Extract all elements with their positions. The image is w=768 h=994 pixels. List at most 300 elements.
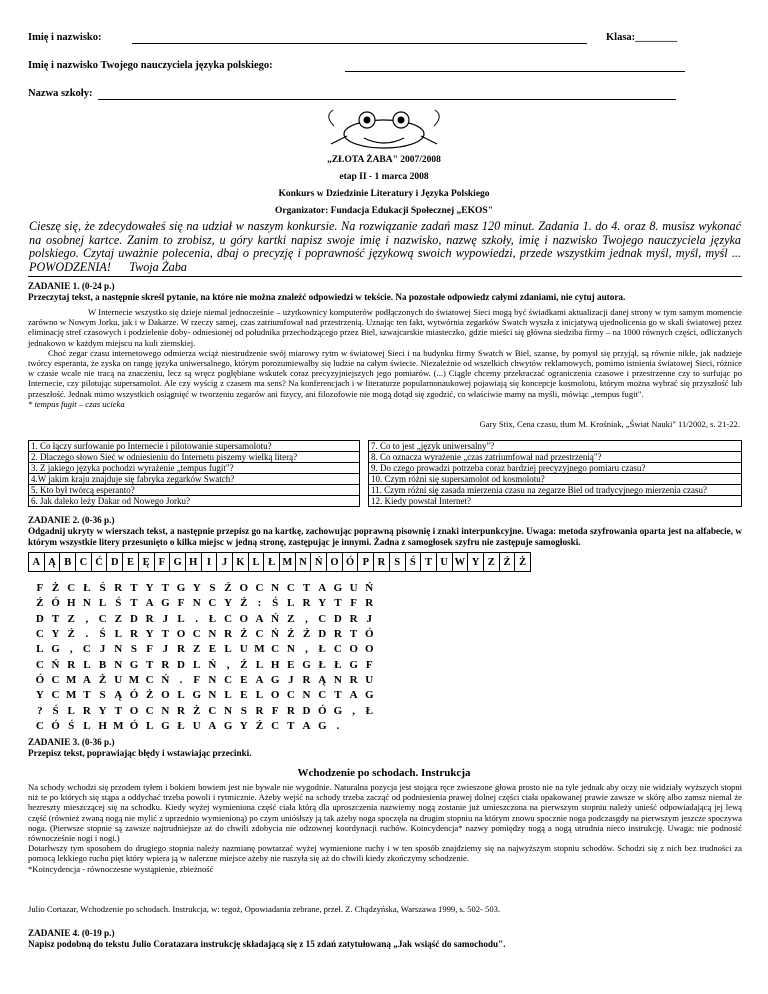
cipher-cell: C	[208, 704, 217, 717]
cipher-cell: A	[255, 612, 264, 625]
alphabet-cell: T	[421, 553, 437, 572]
question-2[interactable]: 2. Dlaczego słowo Sieć w odniesieniu do Internetu piszemy wielką literą?	[29, 452, 360, 463]
cipher-cell: O	[239, 582, 249, 595]
cipher-cell: T	[145, 658, 154, 671]
intro-text	[29, 220, 741, 274]
cipher-cell: C	[255, 582, 264, 595]
cipher-cell: T	[130, 582, 138, 595]
cipher-cell: O	[176, 628, 186, 641]
cipher-cell: N	[208, 673, 217, 686]
cipher-cell: U	[365, 673, 374, 686]
teacher-field-line[interactable]	[345, 71, 685, 72]
cipher-cell: U	[192, 719, 201, 732]
cipher-cell: C	[98, 612, 107, 625]
cipher-cell: L	[145, 719, 154, 732]
cipher-cell: T	[114, 704, 122, 717]
school-field-line[interactable]	[98, 99, 676, 100]
cipher-cell: Ń	[51, 658, 60, 671]
cipher-cell: C	[318, 612, 327, 625]
task1-footnote: * tempus fugit – czas ucieka	[28, 398, 125, 409]
task1-title: ZADANIE 1. (0-24 p.)	[28, 281, 115, 291]
alphabet-cell: Ć	[91, 553, 107, 572]
cipher-cell: .	[179, 673, 183, 686]
cipher-cell: Y	[224, 597, 233, 610]
alphabet-cell: Ł	[264, 553, 280, 572]
alphabet-cell: A	[29, 553, 45, 572]
cipher-cell: Y	[145, 628, 154, 641]
cipher-row	[32, 688, 377, 703]
cipher-cell: A	[255, 673, 264, 686]
cipher-cell: D	[35, 612, 44, 625]
alphabet-cell: J	[217, 553, 233, 572]
intro-divider	[28, 276, 742, 277]
cipher-cell: G	[333, 582, 343, 595]
cipher-cell: D	[318, 628, 327, 641]
frog-logo	[319, 106, 449, 151]
cipher-cell: ?	[37, 704, 43, 717]
cipher-cell: Ś	[115, 597, 122, 610]
alphabet-cell: P	[358, 553, 374, 572]
alphabet-cell: C	[76, 553, 92, 572]
alphabet-cell: E	[123, 553, 139, 572]
alphabet-cell: S	[389, 553, 405, 572]
alphabet-cell: G	[170, 553, 186, 572]
cipher-grid	[32, 581, 377, 734]
cipher-cell: Ś	[68, 719, 75, 732]
cipher-cell: E	[287, 658, 295, 671]
cipher-cell: Ź	[255, 719, 264, 732]
cipher-cell: N	[208, 689, 217, 702]
cipher-cell: ,	[305, 643, 308, 656]
cipher-cell: G	[51, 643, 60, 656]
cipher-cell: Ó	[35, 673, 45, 686]
cipher-cell: Y	[51, 628, 60, 641]
cipher-cell: T	[161, 628, 170, 641]
cipher-cell: N	[286, 643, 295, 656]
cipher-cell: G	[365, 689, 374, 702]
cipher-cell: Ó	[51, 597, 60, 610]
cipher-cell: G	[161, 597, 170, 610]
cipher-cell: A	[145, 597, 154, 610]
task3-paragraph: Na schody wchodzi się przodem tyłem i bokiem bowiem jest nie bywale nie wygodnie. Naturalna pozycja jest stojąca ręce zwieszone głowa prosto nie na tyle jednak aby oczy nie widziały wyższych stopni niż te po których się stąpa a oddychać trzeba powoli i rytmicznie. Ażeby wejść na schody trzeba zacząć od podniesienia prawej dolnej części ciała opakowanej prawie zawsze w skórę albo zamsz niemal że bezreszty mieszczącej się na schodku. Kiedy wyżej wymieniona część ciała którą dla uproszczenia nazwiemy nogą zostanie już umieszczona na pierwszym stopniu należy unieść odpowiadającą jej lewą część (również zwaną nogą nie mylić z uprzednio wymienioną) po czym uniósłszy ją tak ażeby noga spoczęła na drugim stopniu na którym znowu spocznie noga podczasgdy na pierwszym jeszcze spoczywa noga. (Pierwsze stopnie są zawsze najtrudniejsze aż do chwili zdobycia nie odzownej koordynacji ruchów. Koincydencja* nazwy pomiędzy nogą a nogą utrudnia nieco instrukcję. Uwaga: nie podnosić równocześnie nogi i nogi.)	[28, 782, 742, 844]
cipher-cell: N	[208, 628, 217, 641]
cipher-cell	[361, 719, 377, 734]
cipher-cell: ,	[85, 612, 89, 625]
cipher-cell: Ś	[99, 582, 106, 595]
cipher-row	[32, 642, 377, 657]
alphabet-cell: Ź	[499, 553, 515, 572]
cipher-cell: L	[98, 597, 107, 610]
cipher-cell: G	[302, 658, 311, 671]
cipher-cell: D	[302, 704, 311, 717]
cipher-cell: T	[334, 689, 342, 702]
cipher-cell: C	[271, 719, 280, 732]
cipher-cell: S	[209, 582, 216, 595]
cipher-cell: F	[271, 704, 279, 717]
cipher-cell: ,	[226, 658, 230, 671]
cipher-cell: R	[161, 658, 170, 671]
cipher-cell: T	[302, 582, 311, 595]
task2-title: ZADANIE 2. (0-36 p.)	[28, 515, 115, 525]
cipher-cell: S	[130, 643, 138, 656]
cipher-cell: Y	[239, 719, 248, 732]
cipher-cell: J	[162, 612, 169, 625]
cipher-cell: Ż	[193, 704, 201, 717]
task1-source: Gary Stix, Cena czasu, tłum M. Krośniak, „Świat Nauki" 11/2002, s. 21-22.	[479, 419, 740, 429]
cipher-cell: R	[177, 704, 185, 717]
cipher-cell: Y	[192, 582, 201, 595]
cipher-cell: T	[349, 628, 358, 641]
cipher-cell: C	[51, 689, 60, 702]
cipher-cell: Ź	[302, 628, 311, 641]
cipher-cell: A	[208, 719, 217, 732]
cipher-cell: Ł	[365, 704, 373, 717]
cipher-cell: Ł	[83, 582, 91, 595]
cipher-cell: J	[99, 643, 106, 656]
cipher-cell: Z	[193, 643, 201, 656]
cipher-cell: O	[129, 704, 139, 717]
alphabet-cell: Ń	[311, 553, 327, 572]
cipher-cell: L	[224, 689, 232, 702]
cipher-cell: Z	[67, 612, 75, 625]
cipher-cell: R	[302, 673, 311, 686]
cipher-cell: Ó	[317, 704, 327, 717]
task3-title: ZADANIE 3. (0-36 p.)	[28, 737, 115, 747]
cipher-row	[32, 719, 377, 734]
cipher-cell: J	[288, 673, 294, 686]
cipher-cell: .	[85, 628, 89, 641]
cipher-cell: Ó	[129, 719, 139, 732]
cipher-cell: Ń	[161, 673, 170, 686]
alphabet-cell: N	[295, 553, 311, 572]
cipher-cell: Ż	[98, 673, 107, 686]
cipher-cell: N	[271, 582, 280, 595]
cipher-cell: E	[240, 689, 248, 702]
cipher-cell: Y	[145, 582, 154, 595]
cipher-cell: Ś	[272, 597, 279, 610]
question-1[interactable]: 1. Co łączy surfowanie po Internecie i pilotowanie supersamolotu?	[29, 441, 360, 452]
alphabet-cell: D	[107, 553, 123, 572]
cipher-cell: E	[208, 643, 217, 656]
question-5[interactable]: 5. Kto był twórcą esperanto?	[29, 485, 360, 496]
cipher-cell: O	[365, 643, 374, 656]
alphabet-cell: W	[452, 553, 468, 572]
cipher-cell: R	[349, 612, 358, 625]
cipher-cell: Ź	[224, 582, 232, 595]
cipher-cell: A	[302, 719, 311, 732]
cipher-row	[32, 657, 377, 672]
cipher-cell: Ł	[177, 719, 185, 732]
task2-instruction: Odgadnij ukryty w wierszach tekst, a następnie przepisz go na kartkę, zachowując poprawną pisownię i znaki interpunkcyjne. Uwaga: metoda szyfrowania oparta jest na alfabecie, w którym wszystkie litery przesunięto o kilka miejsc w jedną stronę, zastępując je innymi. Żadna z samogłosek szyfru nie zastępuje samogłoski.	[28, 526, 742, 547]
cipher-cell: L	[36, 643, 44, 656]
cipher-cell: A	[318, 582, 327, 595]
alphabet-cell: K	[232, 553, 248, 572]
name-field-line[interactable]	[132, 43, 587, 44]
task1-instruction: Przeczytaj tekst, a następnie skreśl pytanie, na które nie można znaleźć odpowiedzi w tekście. Na pozostałe odpowiedz całymi zdaniami, nie cytuj autora.	[28, 292, 626, 302]
task3-paragraph-2: Dotarłwszy tym sposobem do drugiego stopnia należy nazmianę powtarzać wyżej wymienione ruchy i w ten sposób znajdziemy się na najwyższym stopniu schodów. Schodzi się z nich bez trudności za pomocą lekkiego ruchu pięt który wpiera ją w nalerzne miejsce ażeby nie ruszyła się aż do chwili kiedy zkończymy schodzenie.	[28, 843, 742, 864]
cipher-cell: D	[129, 612, 138, 625]
cipher-row	[32, 703, 377, 718]
task3-footnote: *Koincydencja - równoczesne wystąpienie, zbieżność	[28, 863, 214, 874]
cipher-cell: J	[366, 612, 373, 625]
question-7[interactable]: 7. Co to jest „język uniwersalny"?	[369, 441, 742, 452]
cipher-cell: L	[193, 658, 201, 671]
cipher-cell: Ł	[334, 658, 342, 671]
cipher-cell: B	[98, 658, 107, 671]
cipher-cell: ,	[305, 612, 308, 625]
cipher-cell: C	[224, 673, 233, 686]
cipher-cell: G	[270, 673, 280, 686]
alphabet-cell: Z	[483, 553, 499, 572]
question-4[interactable]: 4.W jakim kraju znajduje się fabryka zegarków Swatch?	[29, 474, 360, 485]
cipher-cell: Ń	[365, 582, 374, 595]
cipher-cell: F	[36, 582, 44, 595]
alphabet-cell: R	[374, 553, 390, 572]
cipher-cell: L	[224, 643, 232, 656]
cipher-cell	[346, 719, 362, 734]
cipher-cell: L	[255, 658, 264, 671]
alphabet-cell: M	[280, 553, 296, 572]
task3-text	[28, 782, 742, 874]
contest-stage: etap II - 1 marca 2008	[339, 172, 429, 182]
cipher-cell: Y	[35, 689, 44, 702]
cipher-cell: C	[35, 658, 44, 671]
task1-text	[28, 307, 742, 409]
cipher-cell: R	[177, 643, 185, 656]
cipher-cell: L	[255, 689, 264, 702]
cipher-cell: G	[349, 658, 358, 671]
cipher-cell: C	[145, 704, 154, 717]
intro-sign: POWODZENIA! Twoja Żaba	[29, 259, 187, 274]
cipher-cell: G	[192, 689, 201, 702]
cipher-cell: T	[83, 689, 91, 702]
cipher-cell: D	[333, 612, 342, 625]
cipher-row	[32, 581, 377, 596]
cipher-cell: M	[128, 673, 140, 686]
cipher-cell: C	[286, 689, 295, 702]
cipher-cell: F	[350, 597, 357, 610]
task3-text-title: Wchodzenie po schodach. Instrukcja	[297, 767, 471, 779]
task4-title: ZADANIE 4. (0-19 p.)	[28, 928, 115, 938]
cipher-cell: R	[114, 582, 123, 595]
cipher-cell: Ś	[52, 704, 59, 717]
cipher-cell: C	[51, 673, 60, 686]
cipher-cell: J	[162, 643, 169, 656]
cipher-cell: G	[176, 582, 186, 595]
cipher-cell: C	[271, 643, 280, 656]
cipher-cell: G	[223, 719, 233, 732]
cipher-cell: S	[99, 689, 106, 702]
cipher-cell: N	[161, 704, 170, 717]
cipher-cell: D	[177, 658, 185, 671]
cipher-cell: R	[255, 704, 264, 717]
cipher-cell: C	[208, 597, 217, 610]
cipher-cell: U	[349, 582, 358, 595]
cipher-cell: C	[82, 643, 91, 656]
cipher-cell: Ń	[271, 628, 280, 641]
teacher-label: Imię i nazwisko Twojego nauczyciela języka polskiego:	[28, 60, 273, 71]
cipher-cell: L	[287, 597, 295, 610]
cipher-cell: C	[224, 612, 233, 625]
cipher-cell: C	[318, 689, 327, 702]
cipher-cell: Z	[287, 612, 295, 625]
question-8[interactable]: 8. Co oznacza wyrażenie „czas zatriumfował nad przestrzenią"?	[369, 452, 742, 463]
cipher-cell: T	[161, 582, 170, 595]
cipher-cell: C	[35, 719, 44, 732]
cipher-cell: N	[333, 673, 342, 686]
cipher-row	[32, 612, 377, 627]
cipher-cell: E	[240, 673, 248, 686]
cipher-cell: Ś	[99, 628, 106, 641]
alphabet-cell: Ś	[405, 553, 421, 572]
cipher-cell: Ó	[129, 689, 139, 702]
cipher-cell: R	[82, 704, 91, 717]
cipher-cell: C	[192, 628, 201, 641]
cipher-cell: .	[195, 612, 199, 625]
cipher-cell: Y	[318, 597, 327, 610]
contest-title: „ZŁOTA ŻABA" 2007/2008	[327, 155, 441, 165]
class-label[interactable]: Klasa:________	[606, 32, 678, 43]
cipher-cell: S	[240, 704, 247, 717]
alphabet-cell: B	[60, 553, 76, 572]
cipher-cell: H	[98, 719, 107, 732]
cipher-cell: ,	[69, 643, 73, 656]
cipher-cell: R	[302, 597, 311, 610]
cipher-cell: Ó	[51, 719, 60, 732]
cipher-cell: L	[83, 658, 91, 671]
cipher-cell: C	[35, 628, 44, 641]
cipher-cell: G	[161, 719, 170, 732]
cipher-cell: C	[333, 643, 342, 656]
cipher-cell: L	[114, 628, 122, 641]
cipher-cell: N	[192, 597, 201, 610]
cipher-cell: N	[224, 704, 233, 717]
alphabet-cell: Ą	[44, 553, 60, 572]
question-11[interactable]: 11. Czym różni się zasada mierzenia czasu na zegarze Biel od tradycyjnego mierzenia czasu?	[369, 485, 742, 496]
intro-body: Cieszę się, że zdecydowałeś się na udział w naszym konkursie. Na rozwiązanie zadań masz 120 minut. Zadania 1. do 4. oraz 8. musisz wykonać na osobnej kartce. Zanim to zrobisz, u góry kartki napisz swoje imię i nazwisko, nazwę szkoły, imię i nazwisko Twojego nauczyciela języka polskiego. Czytaj uważnie polecenia, dbaj o precyzję i poprawność językową swoich wypowiedzi, przede wszystkim jednak myśl, myśl, myśl ...	[29, 219, 741, 261]
cipher-cell: C	[67, 582, 76, 595]
alphabet-cell: Y	[468, 553, 484, 572]
cipher-cell: H	[270, 658, 280, 671]
cipher-cell: R	[224, 628, 233, 641]
cipher-cell: Ź	[240, 658, 248, 671]
cipher-cell: T	[130, 597, 138, 610]
cipher-cell: Ż	[145, 689, 154, 702]
question-12[interactable]: 12. Kiedy powstał Internet?	[369, 496, 742, 507]
cipher-cell: M	[254, 643, 265, 656]
cipher-cell: R	[286, 704, 295, 717]
cipher-cell: F	[146, 643, 154, 656]
alphabet-cell: I	[201, 553, 217, 572]
cipher-cell: F	[365, 658, 373, 671]
cipher-cell: T	[51, 612, 60, 625]
task3-instruction: Przepisz tekst, poprawiając błędy i wstawiając przecinki.	[28, 748, 252, 758]
question-6[interactable]: 6. Jak daleko leży Dakar od Nowego Jorku?	[29, 496, 360, 507]
cipher-cell: M	[66, 689, 77, 702]
cipher-cell: G	[333, 704, 343, 717]
cipher-cell: Ł	[318, 658, 326, 671]
cipher-cell: ,	[352, 704, 355, 717]
cipher-cell: N	[114, 658, 123, 671]
school-label: Nazwa szkoły:	[28, 88, 93, 99]
alphabet-cell: Ę	[138, 553, 154, 572]
cipher-cell: H	[66, 597, 76, 610]
cipher-row	[32, 627, 377, 642]
question-3[interactable]: 3. Z jakiego języka pochodzi wyrażenie „tempus fugit"?	[29, 463, 360, 474]
cipher-cell: Ó	[365, 628, 374, 641]
cipher-cell: G	[317, 719, 327, 732]
cipher-cell: L	[177, 689, 185, 702]
name-label: Imię i nazwisko:	[28, 32, 102, 43]
cipher-cell: Ź	[67, 628, 75, 641]
cipher-cell: Ń	[271, 612, 280, 625]
cipher-cell: O	[161, 689, 170, 702]
cipher-cell: R	[349, 673, 358, 686]
alphabet-cell: O	[327, 553, 343, 572]
cipher-cell: M	[66, 673, 77, 686]
question-9[interactable]: 9. Do czego prowadzi potrzeba coraz bardziej precyzyjnego pomiaru czasu?	[369, 463, 742, 474]
cipher-cell: M	[113, 719, 124, 732]
cipher-cell: Ź	[240, 597, 248, 610]
cipher-row	[32, 596, 377, 611]
cipher-cell: G	[129, 658, 139, 671]
cipher-cell: R	[129, 628, 138, 641]
alphabet-cell: U	[436, 553, 452, 572]
cipher-cell: N	[114, 643, 123, 656]
cipher-cell: L	[177, 612, 185, 625]
questions-left-table	[28, 440, 360, 507]
cipher-cell: C	[286, 582, 295, 595]
cipher-cell: Z	[114, 612, 122, 625]
cipher-cell: N	[302, 689, 311, 702]
task4-instruction: Napisz podobną do tekstu Julio Coratazara instrukcję składającą się z 15 zdań zatytułowaną „Jak wsiąść do samochodu".	[28, 939, 506, 949]
cipher-cell: :	[257, 597, 262, 610]
cipher-cell: T	[334, 597, 342, 610]
alphabet-cell: F	[154, 553, 170, 572]
cipher-cell: A	[82, 673, 91, 686]
cipher-cell: R	[333, 628, 342, 641]
question-10[interactable]: 10. Czym różni się supersamolot od kosmolotu?	[369, 474, 742, 485]
cipher-cell: Ł	[318, 643, 326, 656]
cipher-cell: L	[67, 704, 75, 717]
cipher-cell: Ń	[208, 658, 217, 671]
cipher-cell: F	[193, 673, 201, 686]
cipher-cell: C	[255, 628, 264, 641]
cipher-cell: T	[287, 719, 295, 732]
task1-para1: W Internecie wszystko się dzieje niemal jednocześnie – użytkownicy komputerów podłączonych do światowej Sieci mogą być świadkami aktualizacji danej strony w tym samym momencie zarówno w Nowym Jorku, jak i w Dakarze. W rzeczy samej, czas zatriumfował nad przestrzenią. Uznając ten fakt, wytwórnia zegarków Swatch wyszła z inicjatywą ujednolicenia go w skali światowej przez eliminację stref czasowych i podzielenie doby- odniesionej od południka przechodzącego przez Biel, szwajcarskie miasteczko, gdzie mieści się główna siedziba firmy – na 1000 równych części, odliczanych jednakowo w każdym miejscu na kuli ziemskiej.	[28, 307, 742, 348]
cipher-alphabet	[28, 552, 531, 572]
alphabet-cell: L	[248, 553, 264, 572]
cipher-cell: R	[67, 658, 76, 671]
cipher-cell: Ą	[318, 673, 327, 686]
cipher-cell: L	[83, 719, 91, 732]
cipher-cell: R	[145, 612, 154, 625]
cipher-cell: O	[270, 689, 280, 702]
task1-questions	[28, 440, 742, 507]
cipher-cell: R	[365, 597, 374, 610]
cipher-cell: Ź	[287, 628, 295, 641]
alphabet-cell: Ó	[342, 553, 358, 572]
cipher-cell: F	[177, 597, 185, 610]
cipher-row	[32, 673, 377, 688]
cipher-cell: Ź	[240, 628, 248, 641]
cipher-cell: .	[336, 719, 340, 732]
cipher-cell: A	[349, 689, 358, 702]
contest-organizer: Organizator: Fundacja Edukacji Społecznej „EKOS"	[275, 206, 493, 216]
cipher-cell: C	[145, 673, 154, 686]
cipher-cell: O	[239, 612, 249, 625]
cipher-cell: U	[114, 673, 123, 686]
